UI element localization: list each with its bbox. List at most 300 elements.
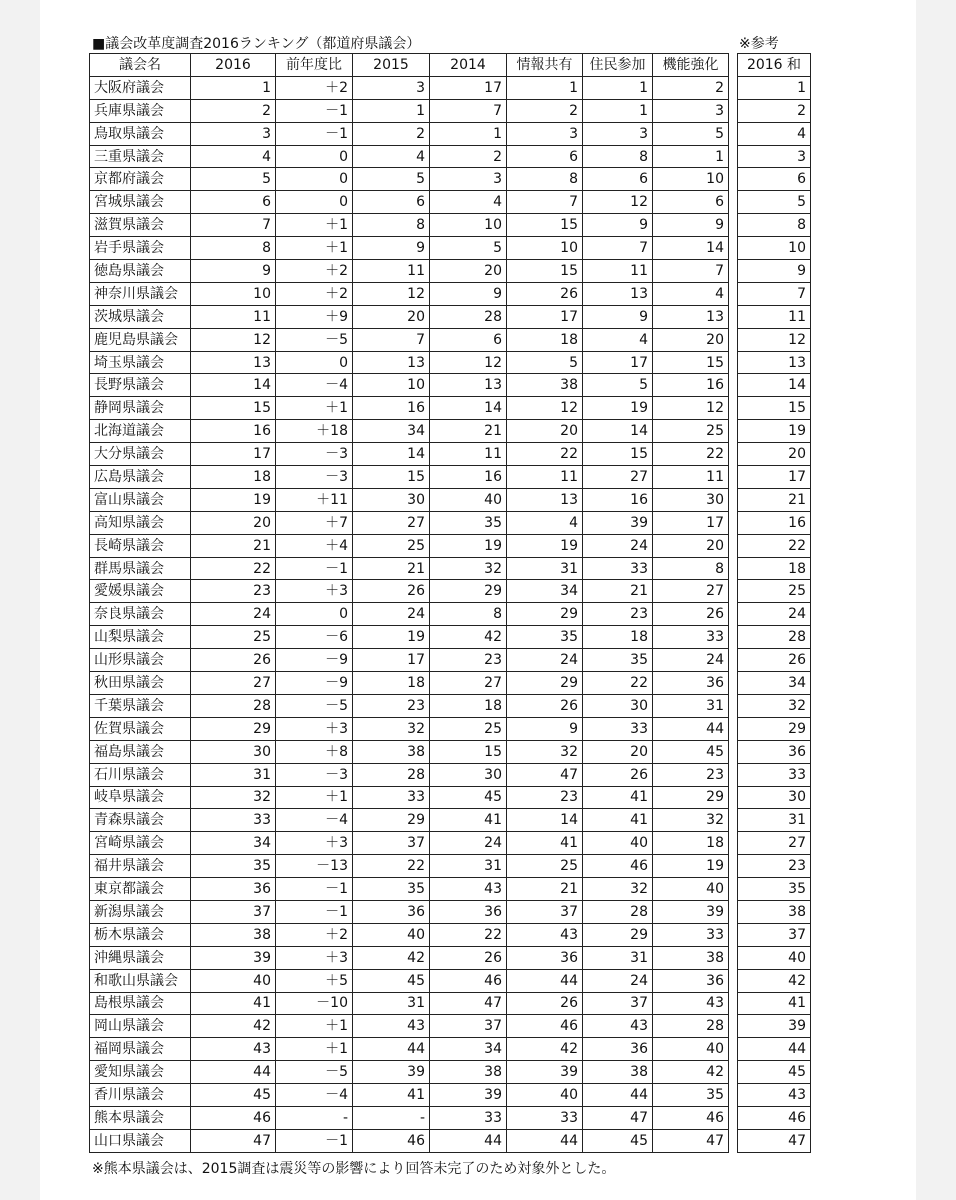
council-name-cell: 岐阜県議会 (90, 786, 191, 809)
info-sharing-cell: 9 (507, 717, 583, 740)
table-row (90, 397, 729, 420)
reference-row (738, 420, 811, 443)
reference-row (738, 1129, 811, 1152)
rank-2014-cell: 3 (430, 168, 507, 191)
rank-2015-cell: 35 (353, 878, 430, 901)
rank-2015-cell: 14 (353, 443, 430, 466)
table-row (90, 1129, 729, 1152)
rank-2015-cell: 42 (353, 946, 430, 969)
rank-2014-cell: 7 (430, 99, 507, 122)
function-strengthening-cell: 22 (653, 443, 729, 466)
function-strengthening-cell: 4 (653, 282, 729, 305)
rank-2015-cell: 9 (353, 237, 430, 260)
council-name-cell: 宮城県議会 (90, 191, 191, 214)
reference-row (738, 260, 811, 283)
change-cell: －4 (276, 809, 353, 832)
citizen-participation-cell: 38 (583, 1061, 653, 1084)
council-name-cell: 新潟県議会 (90, 900, 191, 923)
reference-value-cell: 35 (738, 878, 811, 901)
citizen-participation-cell: 47 (583, 1106, 653, 1129)
rank-2016-cell: 28 (191, 694, 276, 717)
change-cell: 0 (276, 168, 353, 191)
rank-2016-cell: 12 (191, 328, 276, 351)
function-strengthening-cell: 27 (653, 580, 729, 603)
citizen-participation-cell: 37 (583, 992, 653, 1015)
rank-2014-cell: 46 (430, 969, 507, 992)
table-row (90, 420, 729, 443)
function-strengthening-cell: 1 (653, 145, 729, 168)
table-row (90, 649, 729, 672)
change-cell: ＋18 (276, 420, 353, 443)
citizen-participation-cell: 22 (583, 672, 653, 695)
change-cell: －1 (276, 878, 353, 901)
rank-2016-cell: 5 (191, 168, 276, 191)
info-sharing-cell: 29 (507, 603, 583, 626)
change-cell: ＋1 (276, 397, 353, 420)
table-row (90, 214, 729, 237)
reference-value-cell: 46 (738, 1106, 811, 1129)
citizen-participation-cell: 6 (583, 168, 653, 191)
rank-2014-cell: 44 (430, 1129, 507, 1152)
rank-2014-cell: 11 (430, 443, 507, 466)
council-name-cell: 徳島県議会 (90, 260, 191, 283)
function-strengthening-cell: 32 (653, 809, 729, 832)
rank-2014-cell: 45 (430, 786, 507, 809)
table-row (90, 237, 729, 260)
reference-row (738, 122, 811, 145)
rank-2016-cell: 34 (191, 832, 276, 855)
council-name-cell: 富山県議会 (90, 488, 191, 511)
function-strengthening-cell: 40 (653, 878, 729, 901)
info-sharing-cell: 33 (507, 1106, 583, 1129)
citizen-participation-cell: 27 (583, 466, 653, 489)
reference-value-cell: 30 (738, 786, 811, 809)
change-cell: ＋5 (276, 969, 353, 992)
rank-2015-cell: 6 (353, 191, 430, 214)
table-row (90, 855, 729, 878)
rank-2016-cell: 32 (191, 786, 276, 809)
rank-2016-cell: 13 (191, 351, 276, 374)
rank-2016-cell: 47 (191, 1129, 276, 1152)
table-row (90, 717, 729, 740)
header-2014: 2014 (430, 54, 507, 77)
rank-2014-cell: 33 (430, 1106, 507, 1129)
function-strengthening-cell: 38 (653, 946, 729, 969)
council-name-cell: 広島県議会 (90, 466, 191, 489)
change-cell: ＋4 (276, 534, 353, 557)
rank-2014-cell: 21 (430, 420, 507, 443)
rank-2014-cell: 10 (430, 214, 507, 237)
function-strengthening-cell: 36 (653, 969, 729, 992)
info-sharing-cell: 41 (507, 832, 583, 855)
rank-2014-cell: 32 (430, 557, 507, 580)
reference-value-cell: 21 (738, 488, 811, 511)
council-name-cell: 大分県議会 (90, 443, 191, 466)
table-row (90, 580, 729, 603)
reference-row (738, 740, 811, 763)
rank-2015-cell: 1 (353, 99, 430, 122)
rank-2014-cell: 6 (430, 328, 507, 351)
citizen-participation-cell: 11 (583, 260, 653, 283)
function-strengthening-cell: 11 (653, 466, 729, 489)
function-strengthening-cell: 15 (653, 351, 729, 374)
rank-2015-cell: 45 (353, 969, 430, 992)
change-cell: 0 (276, 191, 353, 214)
change-cell: －4 (276, 1084, 353, 1107)
rank-2016-cell: 40 (191, 969, 276, 992)
reference-value-cell: 11 (738, 305, 811, 328)
document-title: ■議会改革度調査2016ランキング（都道府県議会） (92, 36, 421, 52)
reference-value-cell: 27 (738, 832, 811, 855)
function-strengthening-cell: 26 (653, 603, 729, 626)
table-row (90, 603, 729, 626)
rank-2015-cell: 40 (353, 923, 430, 946)
function-strengthening-cell: 43 (653, 992, 729, 1015)
function-strengthening-cell: 36 (653, 672, 729, 695)
council-name-cell: 島根県議会 (90, 992, 191, 1015)
reference-row (738, 168, 811, 191)
council-name-cell: 兵庫県議会 (90, 99, 191, 122)
info-sharing-cell: 17 (507, 305, 583, 328)
reference-value-cell: 42 (738, 969, 811, 992)
table-row (90, 557, 729, 580)
table-row (90, 191, 729, 214)
change-cell: ＋2 (276, 76, 353, 99)
council-name-cell: 香川県議会 (90, 1084, 191, 1107)
citizen-participation-cell: 32 (583, 878, 653, 901)
change-cell: －5 (276, 1061, 353, 1084)
function-strengthening-cell: 40 (653, 1038, 729, 1061)
council-name-cell: 静岡県議会 (90, 397, 191, 420)
rank-2016-cell: 43 (191, 1038, 276, 1061)
citizen-participation-cell: 20 (583, 740, 653, 763)
rank-2015-cell: 17 (353, 649, 430, 672)
reference-value-cell: 38 (738, 900, 811, 923)
rank-2016-cell: 14 (191, 374, 276, 397)
council-name-cell: 千葉県議会 (90, 694, 191, 717)
rank-2014-cell: 36 (430, 900, 507, 923)
council-name-cell: 秋田県議会 (90, 672, 191, 695)
rank-2015-cell: 16 (353, 397, 430, 420)
reference-value-cell: 9 (738, 260, 811, 283)
function-strengthening-cell: 33 (653, 626, 729, 649)
rank-2015-cell: 22 (353, 855, 430, 878)
citizen-participation-cell: 40 (583, 832, 653, 855)
rank-2014-cell: 9 (430, 282, 507, 305)
function-strengthening-cell: 46 (653, 1106, 729, 1129)
rank-2015-cell: 3 (353, 76, 430, 99)
reference-row (738, 488, 811, 511)
reference-row (738, 923, 811, 946)
reference-value-cell: 39 (738, 1015, 811, 1038)
function-strengthening-cell: 24 (653, 649, 729, 672)
rank-2014-cell: 19 (430, 534, 507, 557)
reference-row (738, 717, 811, 740)
citizen-participation-cell: 1 (583, 76, 653, 99)
citizen-participation-cell: 9 (583, 214, 653, 237)
info-sharing-cell: 35 (507, 626, 583, 649)
rank-2014-cell: 47 (430, 992, 507, 1015)
reference-value-cell: 22 (738, 534, 811, 557)
reference-row (738, 1015, 811, 1038)
rank-2016-cell: 26 (191, 649, 276, 672)
rank-2014-cell: 29 (430, 580, 507, 603)
citizen-participation-cell: 21 (583, 580, 653, 603)
council-name-cell: 大阪府議会 (90, 76, 191, 99)
citizen-participation-cell: 17 (583, 351, 653, 374)
reference-value-cell: 24 (738, 603, 811, 626)
reference-row (738, 191, 811, 214)
reference-row (738, 76, 811, 99)
rank-2014-cell: 23 (430, 649, 507, 672)
council-name-cell: 岡山県議会 (90, 1015, 191, 1038)
info-sharing-cell: 26 (507, 694, 583, 717)
rank-2015-cell: 44 (353, 1038, 430, 1061)
reference-row (738, 443, 811, 466)
reference-value-cell: 28 (738, 626, 811, 649)
reference-row (738, 1038, 811, 1061)
info-sharing-cell: 5 (507, 351, 583, 374)
council-name-cell: 山形県議会 (90, 649, 191, 672)
council-name-cell: 長崎県議会 (90, 534, 191, 557)
rank-2016-cell: 11 (191, 305, 276, 328)
reference-row (738, 328, 811, 351)
table-row (90, 946, 729, 969)
change-cell: 0 (276, 603, 353, 626)
table-row (90, 878, 729, 901)
info-sharing-cell: 11 (507, 466, 583, 489)
reference-row (738, 832, 811, 855)
citizen-participation-cell: 18 (583, 626, 653, 649)
rank-2014-cell: 25 (430, 717, 507, 740)
change-cell: - (276, 1106, 353, 1129)
table-row (90, 832, 729, 855)
citizen-participation-cell: 36 (583, 1038, 653, 1061)
function-strengthening-cell: 12 (653, 397, 729, 420)
reference-value-cell: 1 (738, 76, 811, 99)
table-row (90, 763, 729, 786)
change-cell: ＋3 (276, 717, 353, 740)
reference-value-cell: 43 (738, 1084, 811, 1107)
table-row (90, 260, 729, 283)
header-change: 前年度比 (276, 54, 353, 77)
reference-row (738, 1061, 811, 1084)
rank-2015-cell: 2 (353, 122, 430, 145)
function-strengthening-cell: 31 (653, 694, 729, 717)
council-name-cell: 愛知県議会 (90, 1061, 191, 1084)
rank-2014-cell: 37 (430, 1015, 507, 1038)
table-row (90, 1038, 729, 1061)
info-sharing-cell: 39 (507, 1061, 583, 1084)
council-name-cell: 福岡県議会 (90, 1038, 191, 1061)
function-strengthening-cell: 8 (653, 557, 729, 580)
table-row (90, 282, 729, 305)
rank-2014-cell: 39 (430, 1084, 507, 1107)
council-name-cell: 和歌山県議会 (90, 969, 191, 992)
function-strengthening-cell: 39 (653, 900, 729, 923)
citizen-participation-cell: 30 (583, 694, 653, 717)
rank-2014-cell: 38 (430, 1061, 507, 1084)
council-name-cell: 鹿児島県議会 (90, 328, 191, 351)
table-row (90, 145, 729, 168)
function-strengthening-cell: 10 (653, 168, 729, 191)
function-strengthening-cell: 17 (653, 511, 729, 534)
rank-2014-cell: 16 (430, 466, 507, 489)
function-strengthening-cell: 6 (653, 191, 729, 214)
council-name-cell: 埼玉県議会 (90, 351, 191, 374)
rank-2014-cell: 28 (430, 305, 507, 328)
change-cell: －9 (276, 649, 353, 672)
header-citizen-participation: 住民参加 (583, 54, 653, 77)
reference-row (738, 855, 811, 878)
citizen-participation-cell: 33 (583, 717, 653, 740)
rank-2016-cell: 18 (191, 466, 276, 489)
function-strengthening-cell: 5 (653, 122, 729, 145)
rank-2014-cell: 24 (430, 832, 507, 855)
rank-2015-cell: 29 (353, 809, 430, 832)
reference-row (738, 992, 811, 1015)
council-name-cell: 長野県議会 (90, 374, 191, 397)
table-row (90, 374, 729, 397)
rank-2014-cell: 42 (430, 626, 507, 649)
citizen-participation-cell: 12 (583, 191, 653, 214)
table-row (90, 969, 729, 992)
rank-2015-cell: 19 (353, 626, 430, 649)
reference-table (737, 53, 811, 1153)
rank-2014-cell: 17 (430, 76, 507, 99)
citizen-participation-cell: 19 (583, 397, 653, 420)
reference-value-cell: 20 (738, 443, 811, 466)
change-cell: －1 (276, 1129, 353, 1152)
reference-header-row (738, 54, 811, 77)
info-sharing-cell: 12 (507, 397, 583, 420)
change-cell: －3 (276, 763, 353, 786)
reference-value-cell: 18 (738, 557, 811, 580)
rank-2016-cell: 3 (191, 122, 276, 145)
info-sharing-cell: 3 (507, 122, 583, 145)
change-cell: ＋2 (276, 923, 353, 946)
change-cell: ＋1 (276, 1038, 353, 1061)
info-sharing-cell: 2 (507, 99, 583, 122)
rank-2015-cell: 26 (353, 580, 430, 603)
info-sharing-cell: 20 (507, 420, 583, 443)
rank-2015-cell: 38 (353, 740, 430, 763)
rank-2016-cell: 41 (191, 992, 276, 1015)
reference-value-cell: 36 (738, 740, 811, 763)
reference-value-cell: 7 (738, 282, 811, 305)
change-cell: －5 (276, 328, 353, 351)
council-name-cell: 熊本県議会 (90, 1106, 191, 1129)
function-strengthening-cell: 30 (653, 488, 729, 511)
rank-2016-cell: 29 (191, 717, 276, 740)
reference-value-cell: 17 (738, 466, 811, 489)
info-sharing-cell: 10 (507, 237, 583, 260)
council-name-cell: 岩手県議会 (90, 237, 191, 260)
rank-2016-cell: 24 (191, 603, 276, 626)
info-sharing-cell: 26 (507, 282, 583, 305)
function-strengthening-cell: 20 (653, 534, 729, 557)
rank-2015-cell: 18 (353, 672, 430, 695)
reference-value-cell: 6 (738, 168, 811, 191)
table-row (90, 992, 729, 1015)
rank-2015-cell: 28 (353, 763, 430, 786)
reference-value-cell: 41 (738, 992, 811, 1015)
citizen-participation-cell: 1 (583, 99, 653, 122)
reference-value-cell: 8 (738, 214, 811, 237)
rank-2016-cell: 21 (191, 534, 276, 557)
reference-value-cell: 13 (738, 351, 811, 374)
council-name-cell: 宮崎県議会 (90, 832, 191, 855)
reference-row (738, 237, 811, 260)
council-name-cell: 茨城県議会 (90, 305, 191, 328)
reference-value-cell: 23 (738, 855, 811, 878)
rank-2016-cell: 20 (191, 511, 276, 534)
rank-2015-cell: 39 (353, 1061, 430, 1084)
reference-row (738, 694, 811, 717)
reference-value-cell: 26 (738, 649, 811, 672)
info-sharing-cell: 29 (507, 672, 583, 695)
reference-label: ※参考 (739, 36, 779, 52)
reference-value-cell: 16 (738, 511, 811, 534)
table-row (90, 786, 729, 809)
function-strengthening-cell: 47 (653, 1129, 729, 1152)
info-sharing-cell: 19 (507, 534, 583, 557)
rank-2015-cell: 27 (353, 511, 430, 534)
rank-2015-cell: 10 (353, 374, 430, 397)
rank-2014-cell: 4 (430, 191, 507, 214)
reference-row (738, 305, 811, 328)
rank-2015-cell: 8 (353, 214, 430, 237)
change-cell: ＋2 (276, 260, 353, 283)
reference-value-cell: 47 (738, 1129, 811, 1152)
rank-2015-cell: 7 (353, 328, 430, 351)
citizen-participation-cell: 39 (583, 511, 653, 534)
change-cell: －6 (276, 626, 353, 649)
change-cell: －1 (276, 900, 353, 923)
reference-row (738, 145, 811, 168)
change-cell: ＋11 (276, 488, 353, 511)
rank-2014-cell: 40 (430, 488, 507, 511)
table-row (90, 466, 729, 489)
council-name-cell: 栃木県議会 (90, 923, 191, 946)
reference-row (738, 282, 811, 305)
council-name-cell: 北海道議会 (90, 420, 191, 443)
function-strengthening-cell: 18 (653, 832, 729, 855)
function-strengthening-cell: 33 (653, 923, 729, 946)
reference-row (738, 466, 811, 489)
rank-2014-cell: 8 (430, 603, 507, 626)
council-name-cell: 奈良県議会 (90, 603, 191, 626)
reference-header: 2016 和 (738, 54, 811, 77)
table-row (90, 488, 729, 511)
table-row (90, 1061, 729, 1084)
rank-2016-cell: 39 (191, 946, 276, 969)
function-strengthening-cell: 2 (653, 76, 729, 99)
info-sharing-cell: 6 (507, 145, 583, 168)
info-sharing-cell: 31 (507, 557, 583, 580)
council-name-cell: 滋賀県議会 (90, 214, 191, 237)
function-strengthening-cell: 3 (653, 99, 729, 122)
citizen-participation-cell: 46 (583, 855, 653, 878)
rank-2016-cell: 4 (191, 145, 276, 168)
change-cell: －5 (276, 694, 353, 717)
change-cell: ＋3 (276, 946, 353, 969)
function-strengthening-cell: 45 (653, 740, 729, 763)
info-sharing-cell: 23 (507, 786, 583, 809)
reference-value-cell: 32 (738, 694, 811, 717)
info-sharing-cell: 32 (507, 740, 583, 763)
council-name-cell: 三重県議会 (90, 145, 191, 168)
